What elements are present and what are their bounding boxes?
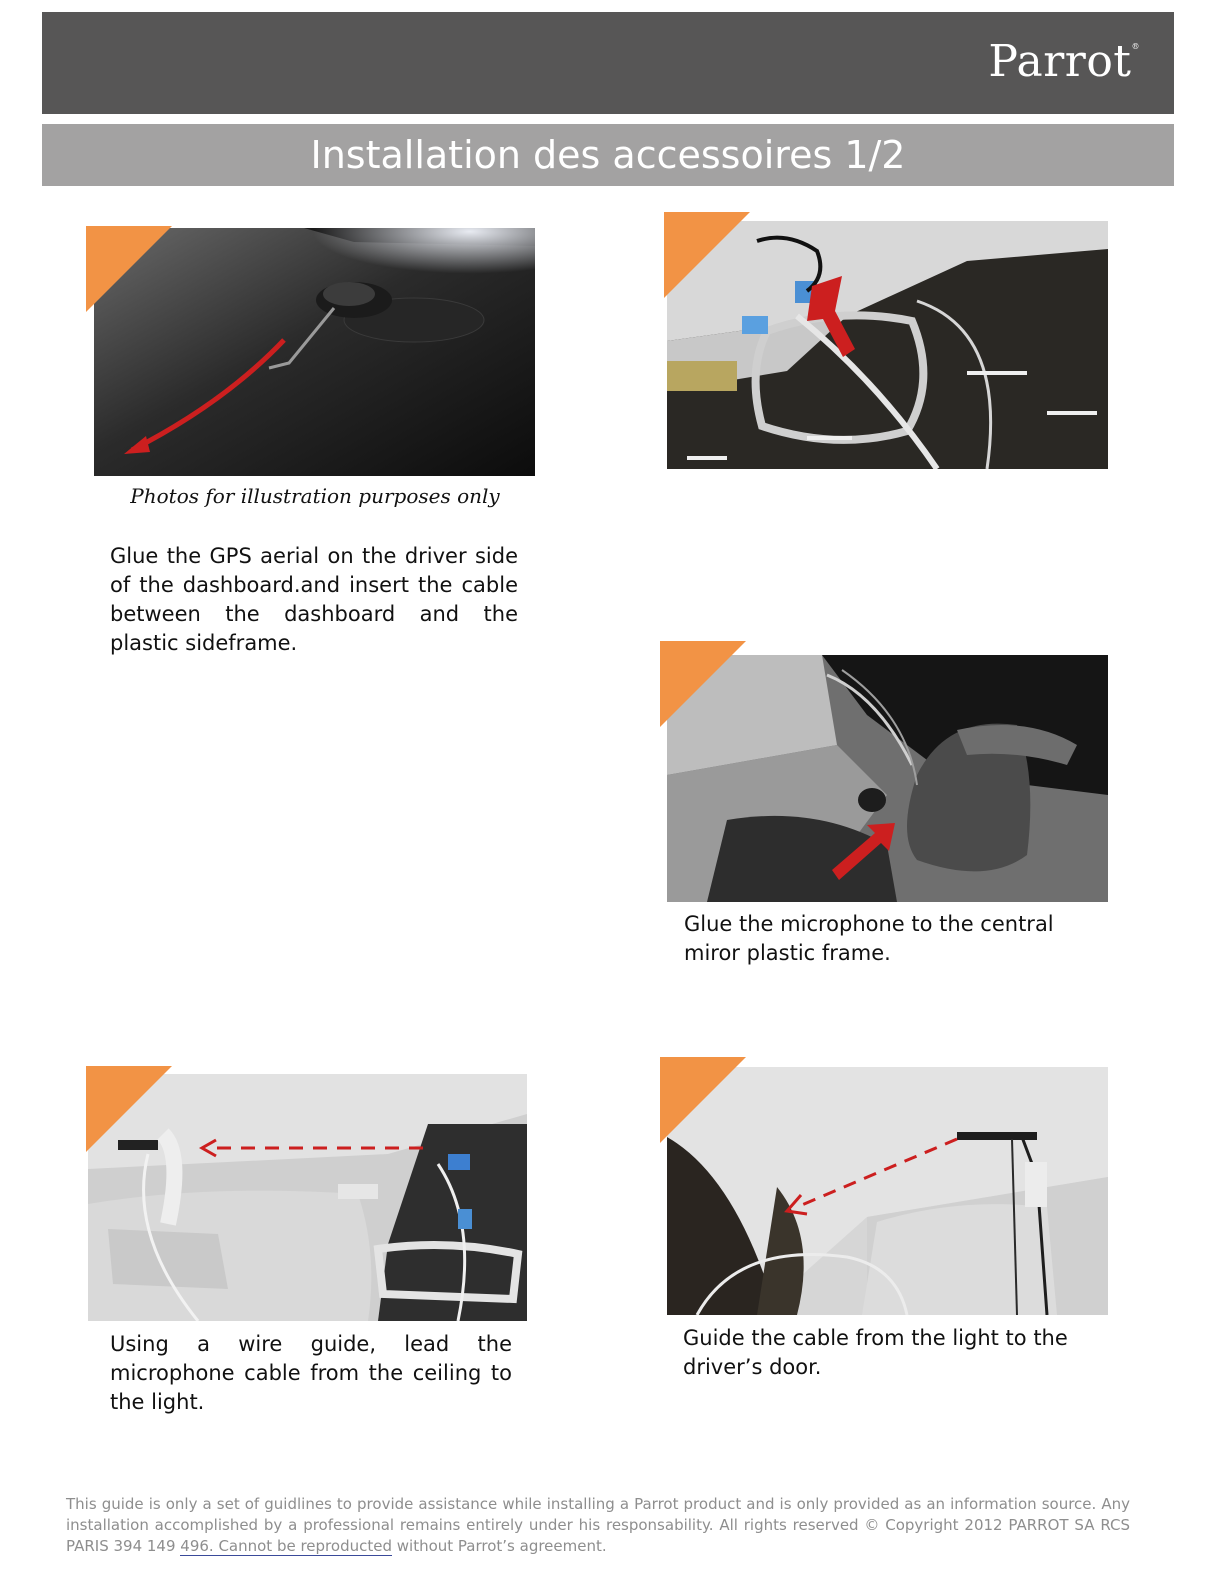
microphone-step-text: Glue the microphone to the central miror plastic frame.	[684, 912, 1054, 965]
brand-name: Parrot	[988, 36, 1132, 87]
corner-marker	[660, 641, 746, 727]
footer-disclaimer	[66, 1494, 1130, 1557]
corner-marker	[660, 1057, 746, 1143]
registered-mark: ®	[1131, 42, 1140, 51]
wire-guide-step-text: Using a wire guide, lead the microphone cable from the ceiling to the light.	[110, 1332, 512, 1414]
footer-text-before: This guide is only a set of guidlines to provide assistance while installing a Parrot product and is only provided as an information source. Any installation accomplished by a professional remains entirely under his responsability. All rights reserved © Copyright 2012 PARROT SA RCS PARIS 394 149	[66, 1495, 1130, 1555]
header-bar	[42, 12, 1174, 114]
corner-marker	[86, 1066, 172, 1152]
corner-marker	[664, 212, 750, 298]
corner-marker	[86, 226, 172, 312]
illustration-note: Photos for illustration purposes only	[130, 484, 500, 508]
parrot-logo	[988, 36, 1140, 87]
gps-step-text: Glue the GPS aerial on the driver side of the dashboard.and insert the cable between the dashboard and the plastic sideframe.	[110, 544, 518, 655]
door-step-text: Guide the cable from the light to the driver’s door.	[683, 1326, 1068, 1379]
page-title: Installation des accessoires 1/2	[310, 133, 906, 177]
footer-underlined-text: 496. Cannot be reproducted	[180, 1537, 392, 1555]
footer-text-after: without Parrot’s agreement.	[391, 1537, 607, 1555]
title-bar	[42, 124, 1174, 186]
